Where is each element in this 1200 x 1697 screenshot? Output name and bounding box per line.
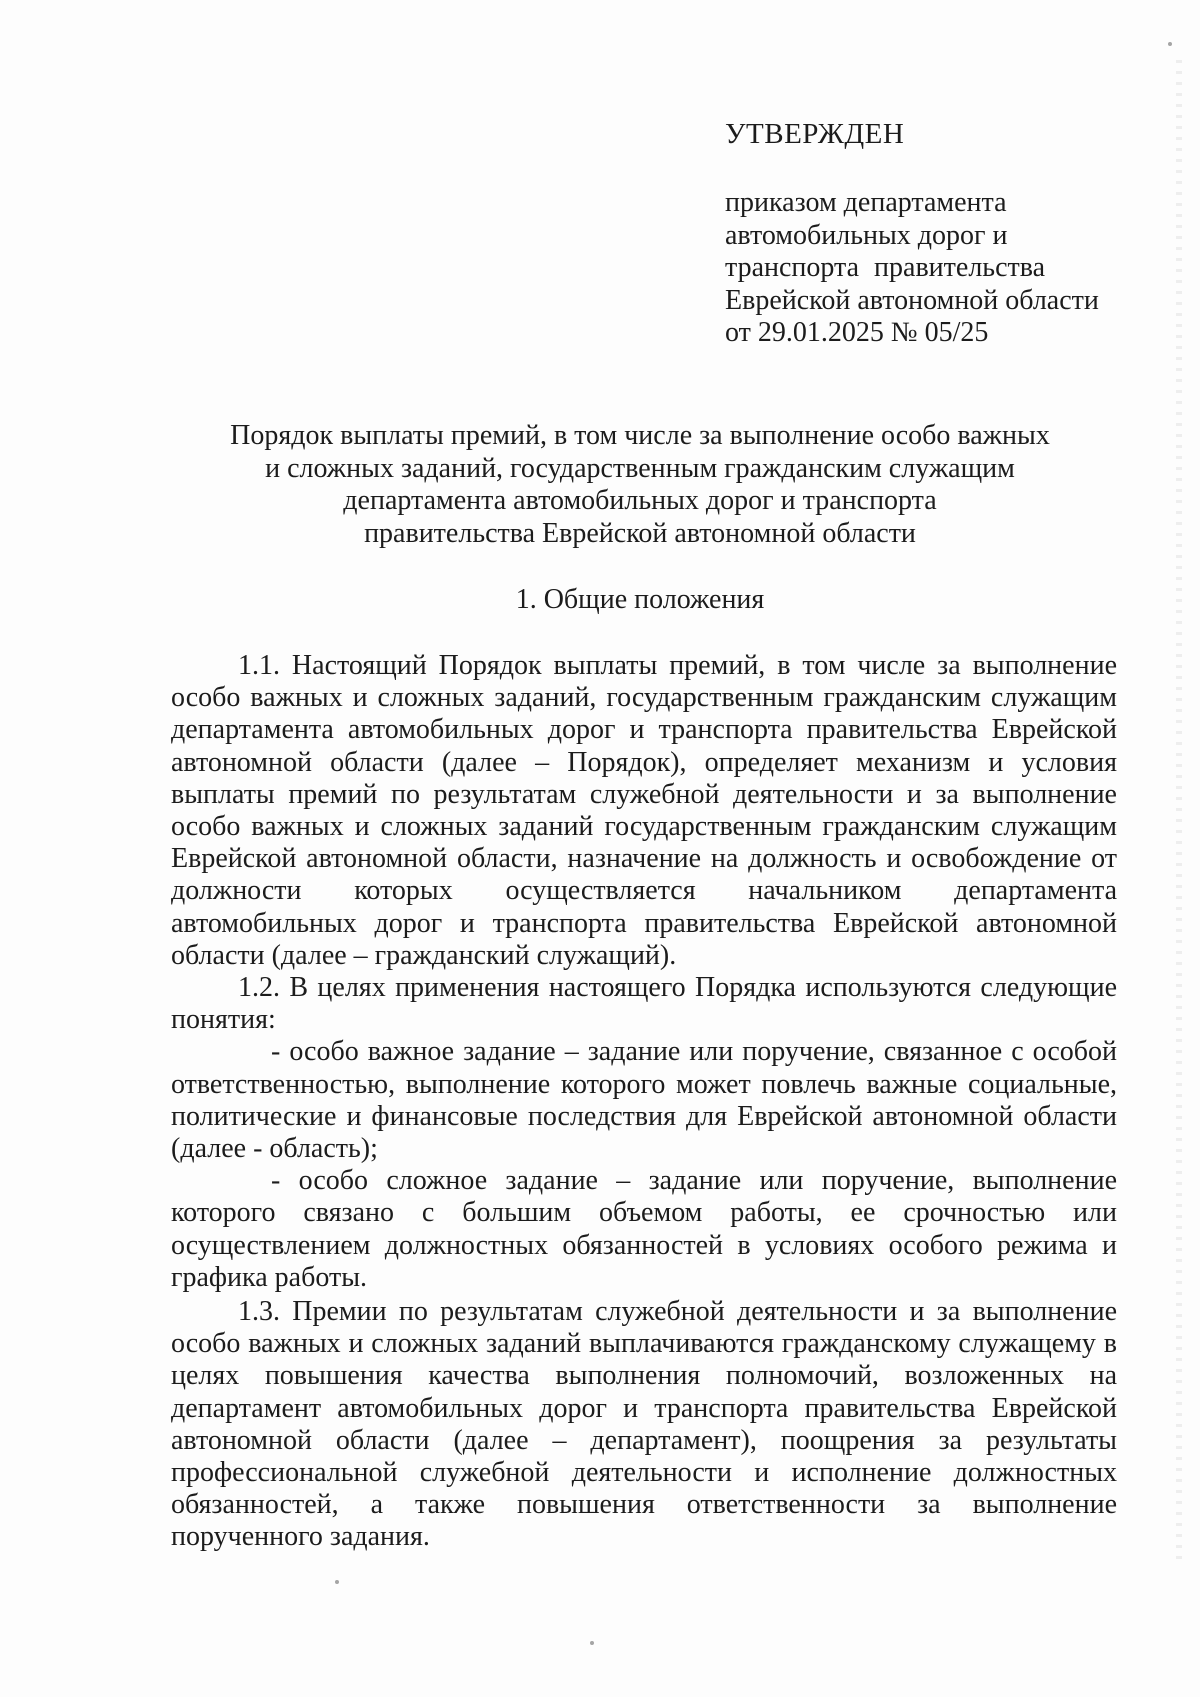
scan-dot — [335, 1580, 339, 1584]
definition-important-task: - особо важное задание – задание или поручение, связанное с особой ответственностью, выполнение которого может повлечь важные социальные, политические и финансовые последствия для Еврейской автономной области (далее - область); — [171, 1036, 1117, 1165]
scan-edge-artifact — [1176, 60, 1182, 1560]
section-body — [171, 650, 1117, 1554]
paragraph-1-2: 1.2. В целях применения настоящего Порядка используются следующие понятия: — [171, 972, 1117, 1036]
document-title-line: и сложных заданий, государственным гражданским служащим — [265, 452, 1015, 484]
document-title-line: департамента автомобильных дорог и транспорта — [343, 485, 937, 516]
scan-dot — [590, 1641, 594, 1645]
approval-order-date-number: от 29.01.2025 № 05/25 — [725, 317, 989, 348]
document-title-line: Порядок выплаты премий, в том числе за выполнение особо важных — [230, 420, 1050, 451]
paragraph-1-1: 1.1. Настоящий Порядок выплаты премий, в том числе за выполнение особо важных и сложных заданий, государственным гражданским служащим департамента автомобильных дорог и транспорта правительства Еврейской автономной области (далее – Порядок), определяет механизм и условия выплаты премий по результатам служебной деятельности и за выполнение особо важных и сложных заданий государственным гражданским служащим Еврейской автономной области, назначение на должность и освобождение от должности которых осуществляется начальником департамента автомобильных дорог и транспорта правительства Еврейской автономной области (далее – гражданский служащий). — [171, 650, 1117, 971]
document-title-line: правительства Еврейской автономной области — [364, 517, 916, 549]
paragraph-1-3: 1.3. Премии по результатам служебной деятельности и за выполнение особо важных и сложных заданий выплачиваются гражданскому служащему в целях повышения качества выполнения полномочий, возложенных на департамент автомобильных дорог и транспорта правительства Еврейской автономной области (далее – департамент), поощрения за результаты профессиональной служебной деятельности и исполнение должностных обязанностей, а также повышения ответственности за выполнение порученного задания. — [171, 1296, 1117, 1553]
approval-line: приказом департамента — [725, 187, 1007, 218]
approval-heading: УТВЕРЖДЕН — [725, 118, 905, 150]
definition-complex-task: - особо сложное задание – задание или поручение, выполнение которого связано с большим объемом работы, ее срочностью или осуществлением должностных обязанностей в условиях особого режима и графика работы. — [171, 1165, 1117, 1293]
document-title — [160, 420, 1120, 550]
approval-line: транспорта правительства — [725, 252, 1046, 283]
scan-dot — [1168, 42, 1172, 46]
approval-line: Еврейской автономной области — [725, 284, 1099, 316]
section-heading: 1. Общие положения — [515, 584, 765, 615]
approval-line: автомобильных дорог и — [725, 219, 1008, 251]
approval-block — [725, 117, 1125, 350]
approval-order-reference — [725, 187, 1125, 350]
